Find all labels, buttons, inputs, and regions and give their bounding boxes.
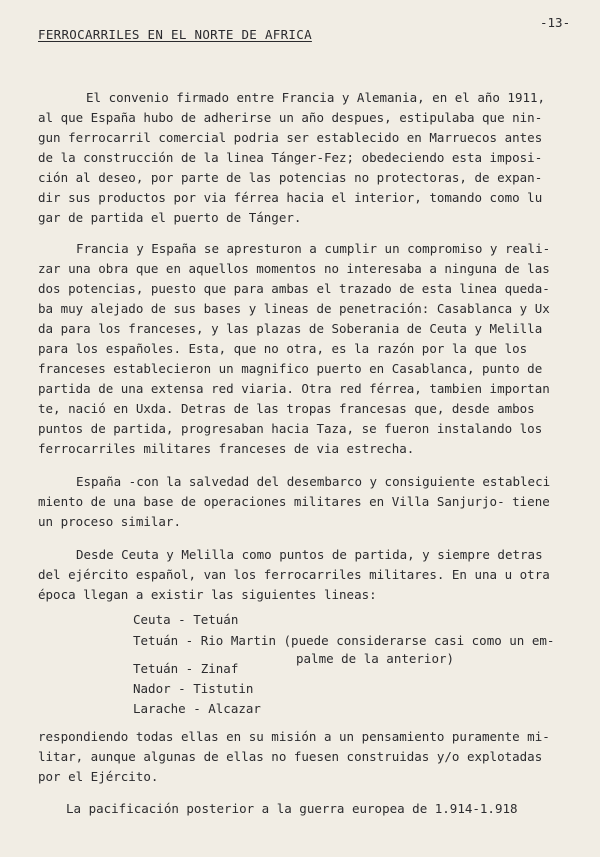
text-line: franceses establecieron un magnifico puerto en Casablanca, punto de [38, 361, 543, 376]
document-title: FERROCARRILES EN EL NORTE DE AFRICA [38, 27, 312, 42]
rail-line-item: Larache - Alcazar [133, 701, 261, 716]
text-line: de la construcción de la linea Tánger-Fez; obedeciendo esta imposi- [38, 150, 543, 165]
text-line: El convenio firmado entre Francia y Alemania, en el año 1911, [86, 90, 546, 105]
text-line: da para los franceses, y las plazas de Soberania de Ceuta y Melilla [38, 321, 543, 336]
text-line: para los españoles. Esta, que no otra, es la razón por la que los [38, 341, 528, 356]
text-line: zar una obra que en aquellos momentos no interesaba a ninguna de las [38, 261, 550, 276]
rail-line-item: Nador - Tistutin [133, 681, 254, 696]
rail-line-item: Ceuta - Tetuán [133, 612, 239, 627]
text-line: gar de partida el puerto de Tánger. [38, 210, 302, 225]
text-line: litar, aunque algunas de ellas no fuesen construidas y/o explotadas [38, 749, 543, 764]
page-number: -13- [540, 15, 571, 30]
text-line: España -con la salvedad del desembarco y consiguiente estableci [76, 474, 551, 489]
text-line: al que España hubo de adherirse un año despues, estipulaba que nin- [38, 110, 543, 125]
rail-line-item-continued: palme de la anterior) [296, 651, 455, 666]
rail-line-item: Tetuán - Zinaf [133, 661, 239, 676]
text-line: Desde Ceuta y Melilla como puntos de partida, y siempre detras [76, 547, 543, 562]
text-line: gun ferrocarril comercial podria ser establecido en Marruecos antes [38, 130, 543, 145]
text-line: te, nació en Uxda. Detras de las tropas francesas que, desde ambos [38, 401, 535, 416]
text-line: del ejército español, van los ferrocarriles militares. En una u otra [38, 567, 550, 582]
text-line: partida de una extensa red viaria. Otra red férrea, tambien importan [38, 381, 550, 396]
text-line: ba muy alejado de sus bases y lineas de penetración: Casablanca y Ux [38, 301, 550, 316]
text-line: dos potencias, puesto que para ambas el trazado de esta linea queda- [38, 281, 550, 296]
text-line: miento de una base de operaciones militares en Villa Sanjurjo- tiene [38, 494, 550, 509]
rail-line-item: Tetuán - Rio Martin (puede considerarse casi como un em- [133, 633, 555, 648]
text-line: La pacificación posterior a la guerra europea de 1.914-1.918 [66, 801, 518, 816]
text-line: Francia y España se apresturon a cumplir un compromiso y reali- [76, 241, 551, 256]
text-line: un proceso similar. [38, 514, 181, 529]
text-line: dir sus productos por via férrea hacia el interior, tomando como lu [38, 190, 543, 205]
text-line: puntos de partida, progresaban hacia Taza, se fueron instalando los [38, 421, 543, 436]
text-line: ferrocarriles militares franceses de via estrecha. [38, 441, 415, 456]
text-line: respondiendo todas ellas en su misión a un pensamiento puramente mi- [38, 729, 550, 744]
text-line: por el Ejército. [38, 769, 159, 784]
text-line: ción al deseo, por parte de las potencias no protectoras, de expan- [38, 170, 543, 185]
text-line: época llegan a existir las siguientes lineas: [38, 587, 377, 602]
